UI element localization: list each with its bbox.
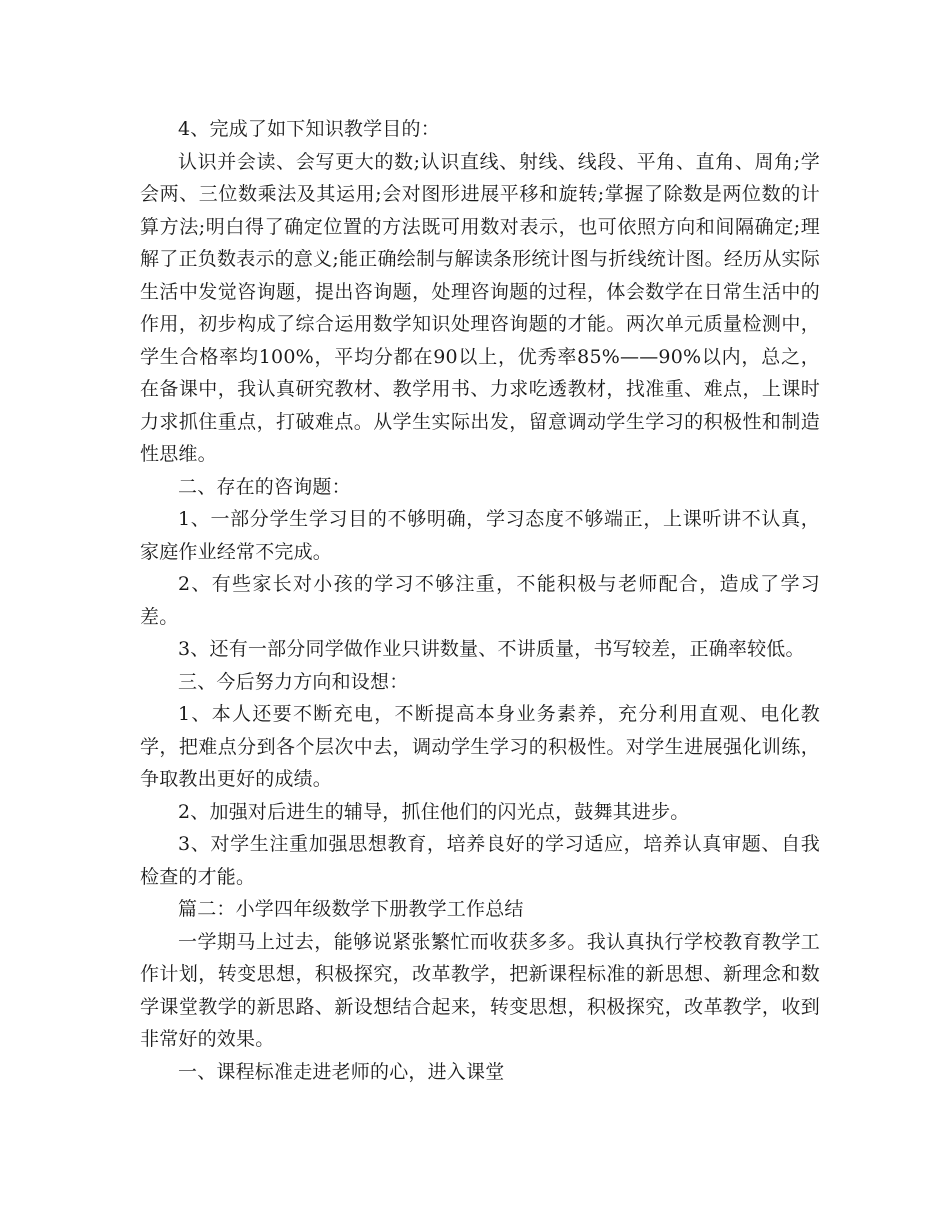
paragraph-part-two-intro: 一学期马上过去，能够说紧张繁忙而收获多多。我认真执行学校教育教学工作计划，转变思想，积极探究，改革教学，把新课程标准的新思想、新理念和数学课堂教学的新思路、新设想结合起来，转变思想，积极探究，改革教学，收到非常好的效果。 [140, 930, 820, 1050]
section-title-part-two: 篇二：小学四年级数学下册教学工作总结 [178, 898, 524, 920]
paragraph-objectives-heading: 4、完成了如下知识教学目的： [178, 118, 440, 140]
paragraph-plan-2: 2、加强对后进生的辅导，抓住他们的闪光点，鼓舞其进步。 [178, 800, 690, 823]
paragraph-objectives-body: 认识并会读、会写更大的数;认识直线、射线、线段、平角、直角、周角;学会两、三位数乘法及其运用;会对图形进展平移和旋转;掌握了除数是两位数的计算方法;明白得了确定位置的方法既可用数对表示，也可依照方向和间隔确定;理解了正负数表示的意义;能正确绘制与解读条形统计图与折线统计图。经历从实际生活中发觉咨询题，提出咨询题，处理咨询题的过程，体会数学在日常生活中的作用，初步构成了综合运用数学知识处理咨询题的才能。两次单元质量检测中，学生合格率均100%，平均分都在90以上，优秀率85%——90%以内，总之，在备课中，我认真研究教材、教学用书、力求吃透教材，找准重、难点，上课时力求抓住重点，打破难点。从学生实际出发，留意调动学生学习的积极性和制造性思维。 [140, 150, 820, 465]
paragraph-problem-1: 1、一部分学生学习目的不够明确，学习态度不够端正，上课听讲不认真，家庭作业经常不完成。 [140, 508, 820, 563]
paragraph-problem-3: 3、还有一部分同学做作业只讲数量、不讲质量，书写较差，正确率较低。 [178, 638, 805, 660]
paragraph-plans-heading: 三、今后努力方向和设想： [178, 670, 409, 693]
paragraph-problem-2: 2、有些家长对小孩的学习不够注重，不能积极与老师配合，造成了学习差。 [140, 573, 820, 628]
paragraph-plan-1: 1、本人还要不断充电，不断提高本身业务素养，充分利用直观、电化教学，把难点分到各个层次中去，调动学生学习的积极性。对学生进展强化训练，争取教出更好的成绩。 [140, 703, 820, 790]
paragraph-plan-3: 3、对学生注重加强思想教育，培养良好的学习适应，培养认真审题、自我检查的才能。 [140, 833, 820, 888]
paragraph-problems-heading: 二、存在的咨询题： [178, 475, 351, 498]
paragraph-part-two-heading-1: 一、课程标准走进老师的心，进入课堂 [178, 1060, 505, 1083]
document-page [140, 113, 820, 1088]
